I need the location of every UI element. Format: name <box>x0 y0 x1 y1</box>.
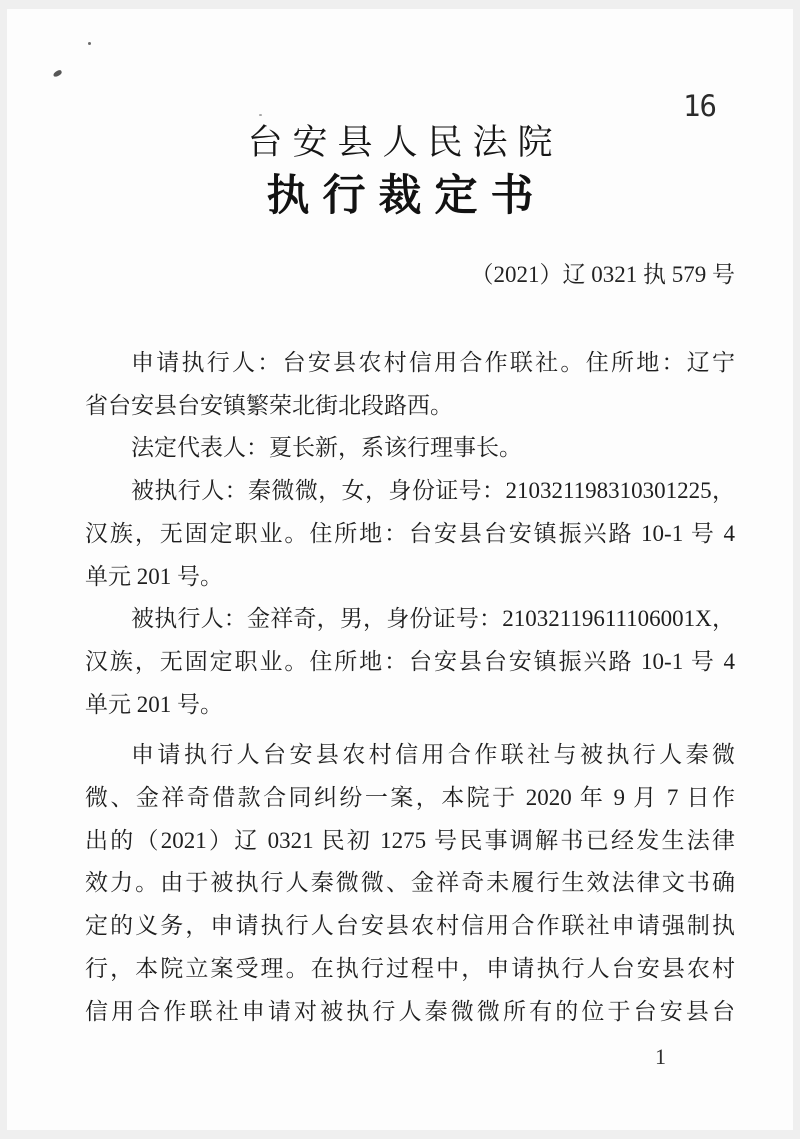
paragraph <box>85 427 735 470</box>
ink-speck <box>52 69 62 78</box>
text-line: 微、金祥奇借款合同纠纷一案，本院于 2020 年 9 月 7 日作 <box>85 785 735 811</box>
paragraph <box>85 734 735 1033</box>
text-line: 申请执行人：台安县农村信用合作联社。住所地：辽宁 <box>131 350 735 375</box>
paragraph <box>85 598 735 726</box>
text-line: 汉族，无固定职业。住所地：台安县台安镇振兴路 10-1 号 4 <box>85 520 735 546</box>
text-line: 申请执行人台安县农村信用合作联社与被执行人秦微 <box>131 742 735 768</box>
text-line: 效力。由于被执行人秦微微、金祥奇未履行生效法律文书确 <box>85 870 735 896</box>
text-line: 汉族，无固定职业。住所地：台安县台安镇振兴路 10-1 号 4 <box>85 648 735 674</box>
ink-speck <box>88 42 91 45</box>
text-line: 单元 201 号。 <box>85 563 223 589</box>
court-name: 台安县人民法院 <box>247 123 563 162</box>
text-line: 信用合作联社申请对被执行人秦微微所有的位于台安县台 <box>85 998 735 1024</box>
document-title: 执行裁定书 <box>266 173 547 220</box>
text-line: 被执行人：秦微微，女，身份证号：210321198310301225， <box>131 478 735 504</box>
text-line: 省台安县台安镇繁荣北街北段路西。 <box>85 392 453 418</box>
text-line: 单元 201 号。 <box>85 691 223 717</box>
case-number: （2021）辽 0321 执 579 号 <box>470 262 735 287</box>
text-line: 出的（2021）辽 0321 民初 1275 号民事调解书已经发生法律 <box>85 827 735 853</box>
text-line: 被执行人：金祥奇，男，身份证号：21032119611106001X， <box>131 606 735 632</box>
document-page <box>7 9 793 1130</box>
paragraph <box>85 470 735 598</box>
paragraph <box>85 342 735 427</box>
text-line: 定的义务，申请执行人台安县农村信用合作联社申请强制执 <box>85 913 735 939</box>
document-body <box>85 342 735 1033</box>
page-number: 1 <box>655 1044 666 1069</box>
text-line: 行，本院立案受理。在执行过程中，申请执行人台安县农村 <box>85 955 735 981</box>
text-line: 法定代表人：夏长新，系该行理事长。 <box>131 435 522 461</box>
corner-page-mark: 16 <box>683 89 716 123</box>
